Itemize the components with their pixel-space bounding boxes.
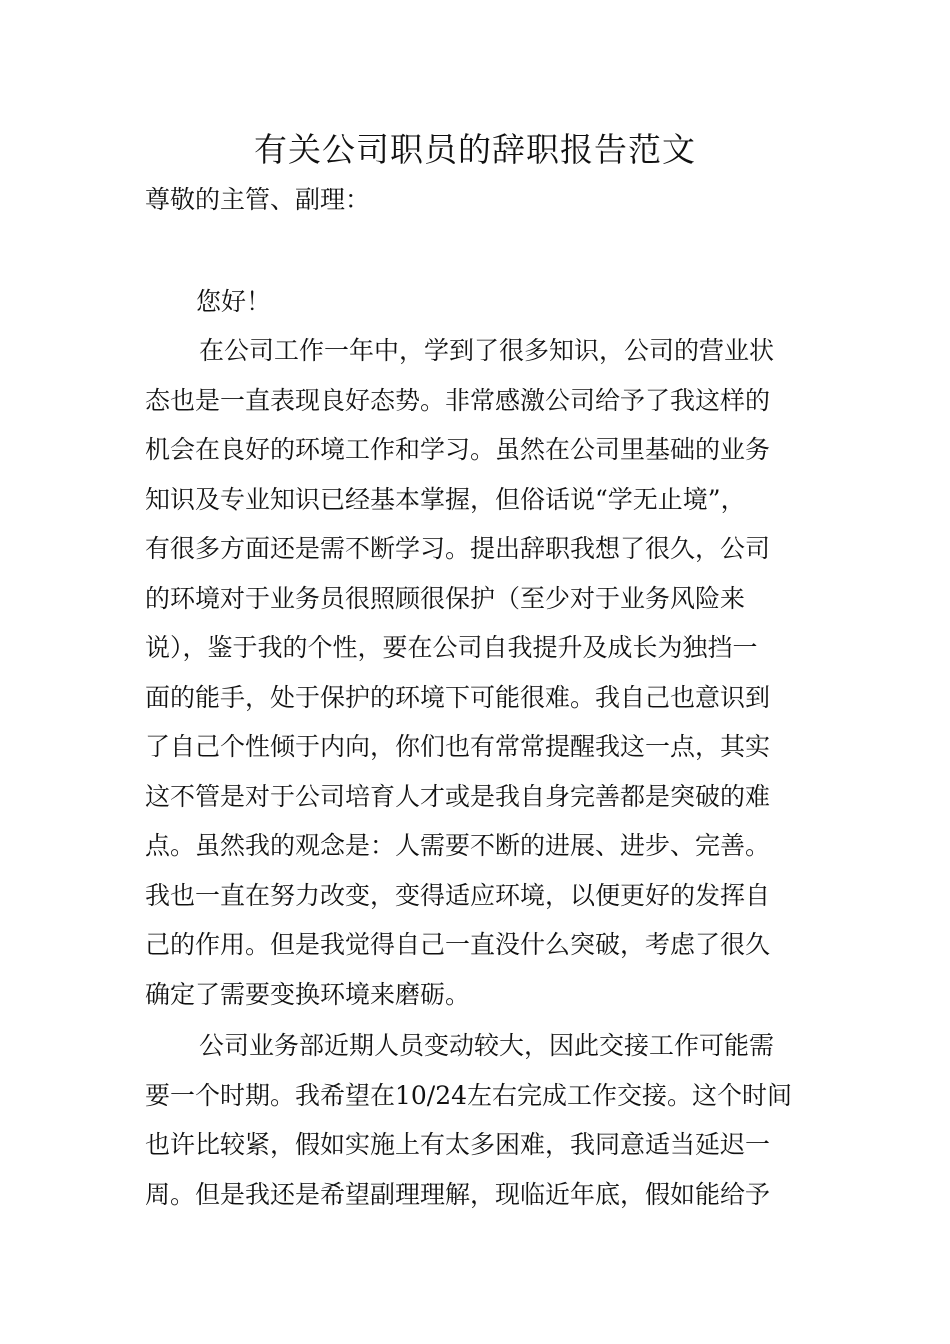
salutation: 尊敬的主管、副理： xyxy=(145,185,371,214)
document-title: 有关公司职员的辞职报告范文 xyxy=(254,130,696,169)
paragraph-line: 机会在良好的环境工作和学习。虽然在公司里基础的业务 xyxy=(145,435,771,464)
paragraph-line: 面的能手，处于保护的环境下可能很难。我自己也意识到 xyxy=(145,682,771,712)
paragraph-line: 这不管是对于公司培育人才或是我自身完善都是突破的难 xyxy=(145,781,771,811)
paragraph-line: 要一个时期。我希望在10/24左右完成工作交接。这个时间 xyxy=(145,1080,793,1110)
paragraph-line: 点。虽然我的观念是：人需要不断的进展、进步、完善。 xyxy=(145,831,771,860)
paragraph-line: 己的作用。但是我觉得自己一直没什么突破，考虑了很久 xyxy=(145,930,771,959)
greeting: 您好！ xyxy=(196,287,272,316)
paragraph-line: 了自己个性倾于内向，你们也有常常提醒我这一点，其实 xyxy=(145,732,771,761)
paragraph-1 xyxy=(145,326,815,1019)
paragraph-line: 我也一直在努力改变，变得适应环境，以便更好的发挥自 xyxy=(145,880,771,910)
paragraph-line: 知识及专业知识已经基本掌握，但俗话说“学无止境”， xyxy=(145,484,746,514)
paragraph-line: 有很多方面还是需不断学习。提出辞职我想了很久，公司 xyxy=(145,534,771,563)
paragraph-line: 的环境对于业务员很照顾很保护（至少对于业务风险来 xyxy=(145,583,746,613)
paragraph-line: 说），鉴于我的个性，要在公司自我提升及成长为独挡一 xyxy=(145,633,758,662)
paragraph-line: 公司业务部近期人员变动较大，因此交接工作可能需 xyxy=(199,1031,775,1060)
paragraph-line: 周。但是我还是希望副理理解，现临近年底，假如能给予 xyxy=(145,1179,771,1209)
paragraph-2 xyxy=(145,1021,815,1219)
paragraph-line: 确定了需要变换环境来磨砺。 xyxy=(145,979,471,1009)
paragraph-line: 也许比较紧，假如实施上有太多困难，我同意适当延迟一 xyxy=(145,1130,771,1159)
paragraph-line: 态也是一直表现良好态势。非常感激公司给予了我这样的 xyxy=(145,385,771,415)
paragraph-line: 在公司工作一年中，学到了很多知识，公司的营业状 xyxy=(199,336,775,365)
